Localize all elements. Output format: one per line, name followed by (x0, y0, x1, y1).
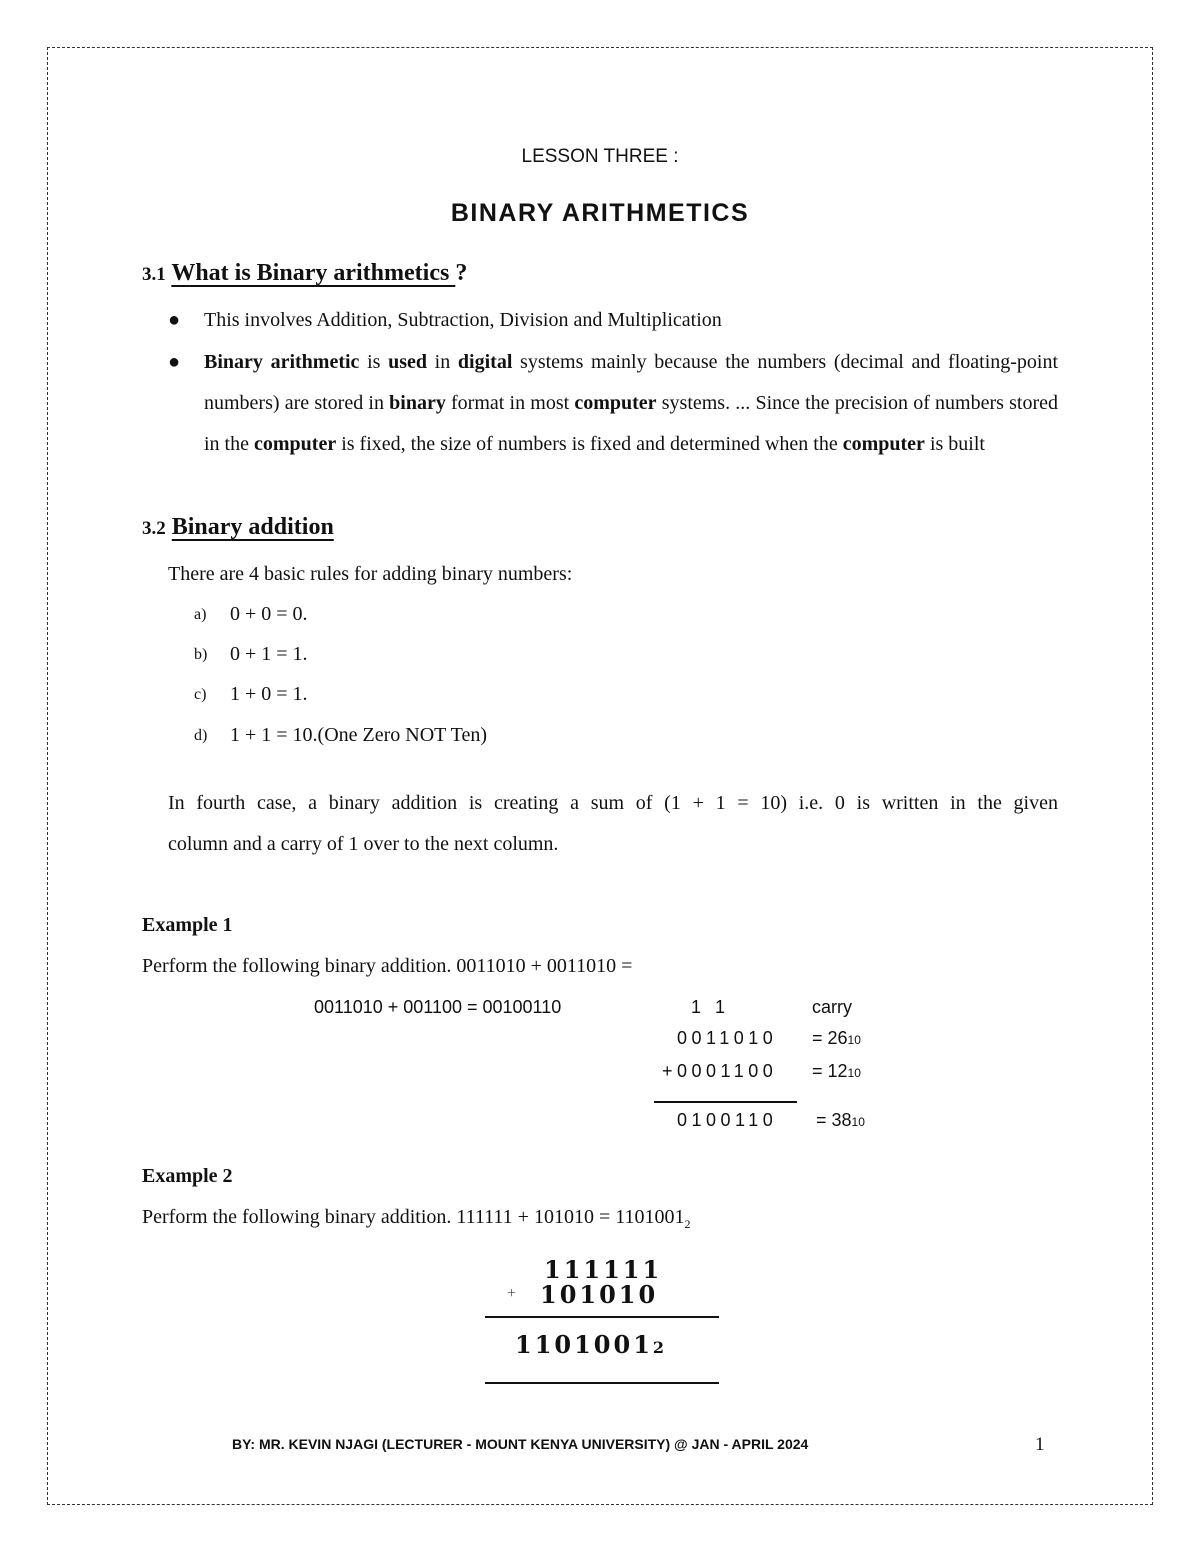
example2-rule-bottom (485, 1382, 719, 1384)
addend-row-1: 0011010 (677, 1028, 778, 1048)
example1-equation: 0011010 + 001100 = 00100110 (314, 997, 562, 1017)
rule-text-d: 1 + 1 = 10.(One Zero NOT Ten) (230, 724, 488, 746)
example2-second-row: 101010 (540, 1280, 659, 1309)
text-run: in (427, 351, 458, 373)
section-qmark: ? (455, 260, 468, 286)
rule-label-d: d) (194, 727, 208, 744)
rule-label-b: b) (194, 646, 208, 663)
page-number: 1 (1035, 1434, 1045, 1455)
example2-result (515, 1330, 667, 1359)
addend-value-1 (812, 1028, 861, 1049)
addend-value-2 (812, 1061, 861, 1082)
section-title: What is Binary arithmetics (171, 260, 456, 286)
bold-term: Binary arithmetic (204, 351, 360, 373)
example2-heading: Example 2 (142, 1165, 233, 1187)
example1-prompt: Perform the following binary addition. 0011010 + 0011010 = (142, 955, 633, 977)
text-run: systems mainly because the numbers (decimal and floating-point numbers) are stored in (204, 351, 1059, 414)
rule-text-c: 1 + 0 = 1. (230, 683, 308, 705)
plus-sign: + (507, 1285, 517, 1302)
text-run: is (359, 351, 389, 373)
rule-text-b: 0 + 1 = 1. (230, 643, 308, 665)
value-text: = 26 (812, 1028, 848, 1048)
bold-term: computer (254, 433, 337, 455)
carry-label: carry (812, 997, 852, 1017)
bold-term: digital (457, 351, 513, 373)
bold-term: binary (389, 392, 446, 414)
sum-value (816, 1110, 865, 1131)
bold-term: computer (574, 392, 657, 414)
bold-term: computer (842, 433, 925, 455)
base-subscript: 10 (847, 1066, 861, 1080)
footer-text: BY: MR. KEVIN NJAGI (LECTURER - MOUNT KENYA UNIVERSITY) @ JAN - APRIL 2024 (232, 1436, 809, 1452)
sum-rule (654, 1101, 797, 1103)
bullet-text-1: This involves Addition, Subtraction, Division and Multiplication (204, 309, 722, 331)
example2-prompt (142, 1206, 691, 1232)
section-title: Binary addition (171, 514, 334, 540)
base-subscript: 2 (684, 1217, 691, 1231)
rules-intro: There are 4 basic rules for adding binary numbers: (168, 563, 573, 585)
text-run: format in most (445, 392, 575, 414)
lesson-label: LESSON THREE : (521, 146, 679, 167)
bullet-text-2 (204, 342, 1058, 465)
prompt-text: Perform the following binary addition. 111111 + 101010 = 1101001 (142, 1206, 685, 1228)
rule-label-c: c) (194, 686, 207, 703)
example2-top-row: 111111 (544, 1255, 663, 1284)
addend-row-2: +0001100 (662, 1061, 778, 1081)
value-text: = 12 (812, 1061, 848, 1081)
text-run: is fixed, the size of numbers is fixed and determined when the (336, 433, 843, 455)
base-subscript: 10 (847, 1033, 861, 1047)
rule-label-a: a) (194, 606, 207, 623)
bullet-dot-1: ● (168, 309, 181, 331)
value-text: = 38 (816, 1110, 852, 1130)
base-subscript: 10 (851, 1115, 865, 1129)
text-run: is built (924, 433, 985, 455)
rule-text-a: 0 + 0 = 0. (230, 603, 308, 625)
note-line-2: column and a carry of 1 over to the next column. (168, 833, 559, 855)
text-run: systems. ... Since the precision of numbers stored in the (204, 392, 1059, 455)
carry-digits: 1 1 (691, 997, 730, 1017)
section-number: 3.1 (142, 264, 166, 285)
page-title: BINARY ARITHMETICS (450, 199, 750, 227)
base-subscript: 2 (652, 1338, 668, 1357)
note-line-1: In fourth case, a binary addition is creating a sum of (1 + 1 = 10) i.e. 0 is written in the given (168, 792, 1058, 814)
sum-row: 0100110 (677, 1110, 778, 1130)
section-heading-3-2 (142, 514, 334, 541)
example1-heading: Example 1 (142, 914, 233, 936)
result-text: 1101001 (515, 1330, 653, 1359)
bullet-dot-2: ● (168, 351, 181, 373)
example2-rule-top (485, 1316, 719, 1318)
bold-term: used (388, 351, 428, 373)
section-heading-3-1 (142, 260, 467, 287)
section-number: 3.2 (142, 518, 166, 539)
